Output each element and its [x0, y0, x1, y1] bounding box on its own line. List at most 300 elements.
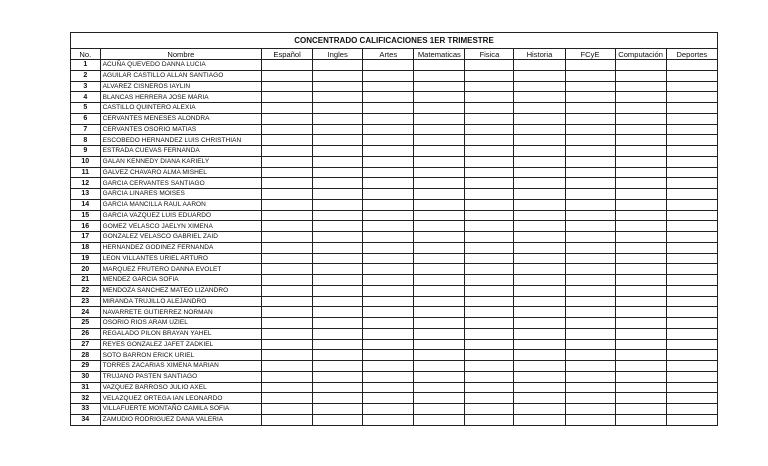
- grade-cell: [615, 178, 666, 189]
- grade-cell: [363, 242, 414, 253]
- grade-cell: [363, 178, 414, 189]
- student-name: ESTRADA CUEVAS FERNANDA: [100, 146, 261, 157]
- grade-cell: [514, 92, 565, 103]
- grade-cell: [363, 113, 414, 124]
- grade-cell: [313, 393, 363, 404]
- grade-cell: [262, 275, 313, 286]
- grade-cell: [414, 232, 465, 243]
- student-number: 10: [71, 156, 101, 167]
- grade-cell: [262, 414, 313, 425]
- grade-cell: [363, 167, 414, 178]
- grade-cell: [465, 167, 514, 178]
- grade-cell: [465, 103, 514, 114]
- student-name: TRUJANO PASTEN SANTIAGO: [100, 371, 261, 382]
- table-row: [71, 156, 718, 167]
- grade-cell: [465, 350, 514, 361]
- grade-cell: [465, 414, 514, 425]
- grade-cell: [363, 81, 414, 92]
- table-row: [71, 70, 718, 81]
- grade-cell: [666, 92, 717, 103]
- grade-cell: [565, 296, 615, 307]
- grade-cell: [313, 199, 363, 210]
- grade-cell: [363, 92, 414, 103]
- grade-cell: [514, 371, 565, 382]
- grade-cell: [514, 210, 565, 221]
- table-row: [71, 371, 718, 382]
- grade-cell: [666, 135, 717, 146]
- grade-cell: [262, 232, 313, 243]
- grade-cell: [514, 339, 565, 350]
- grade-cell: [262, 210, 313, 221]
- column-header-artes: Artes: [363, 49, 414, 60]
- table-row: [71, 81, 718, 92]
- grade-cell: [615, 124, 666, 135]
- grade-cell: [414, 264, 465, 275]
- grade-cell: [363, 70, 414, 81]
- grade-cell: [363, 393, 414, 404]
- grade-cell: [666, 350, 717, 361]
- grade-cell: [465, 210, 514, 221]
- student-number: 24: [71, 307, 101, 318]
- grade-cell: [666, 382, 717, 393]
- grade-cell: [363, 103, 414, 114]
- grade-cell: [666, 103, 717, 114]
- grade-cell: [363, 296, 414, 307]
- grade-cell: [414, 60, 465, 71]
- grade-cell: [262, 393, 313, 404]
- grade-cell: [262, 92, 313, 103]
- grade-cell: [363, 339, 414, 350]
- grade-cell: [414, 285, 465, 296]
- grade-cell: [465, 328, 514, 339]
- student-name: AGUILAR CASTILLO ALLAN SANTIAGO: [100, 70, 261, 81]
- grade-cell: [262, 339, 313, 350]
- grade-cell: [565, 199, 615, 210]
- column-header-name: Nombre: [100, 49, 261, 60]
- grade-cell: [262, 264, 313, 275]
- grade-cell: [565, 350, 615, 361]
- student-name: TORRES ZACARIAS XIMENA MARIAN: [100, 361, 261, 372]
- grade-cell: [313, 221, 363, 232]
- student-name: VAZQUEZ BARROSO JULIO AXEL: [100, 382, 261, 393]
- student-name: CERVANTES OSORIO MATIAS: [100, 124, 261, 135]
- grade-cell: [414, 189, 465, 200]
- grade-cell: [414, 253, 465, 264]
- grade-cell: [514, 350, 565, 361]
- grade-cell: [514, 146, 565, 157]
- student-number: 3: [71, 81, 101, 92]
- grade-cell: [313, 264, 363, 275]
- table-row: [71, 232, 718, 243]
- grade-cell: [262, 167, 313, 178]
- grade-cell: [414, 275, 465, 286]
- grade-cell: [514, 113, 565, 124]
- grade-cell: [262, 285, 313, 296]
- grade-cell: [615, 146, 666, 157]
- grade-cell: [666, 210, 717, 221]
- grade-cell: [313, 382, 363, 393]
- grade-cell: [666, 307, 717, 318]
- student-number: 19: [71, 253, 101, 264]
- grade-cell: [414, 103, 465, 114]
- column-header-no: No.: [71, 49, 101, 60]
- grade-cell: [514, 103, 565, 114]
- grade-cell: [615, 199, 666, 210]
- grade-cell: [465, 135, 514, 146]
- grade-cell: [465, 156, 514, 167]
- grade-cell: [313, 113, 363, 124]
- grade-cell: [615, 307, 666, 318]
- grade-cell: [313, 210, 363, 221]
- grade-cell: [313, 189, 363, 200]
- grade-cell: [465, 81, 514, 92]
- grade-cell: [565, 60, 615, 71]
- grade-cell: [262, 146, 313, 157]
- grade-cell: [615, 135, 666, 146]
- table-row: [71, 264, 718, 275]
- grade-cell: [565, 189, 615, 200]
- student-name: REGALADO PILON BRAYAN YAHEL: [100, 328, 261, 339]
- grade-cell: [363, 60, 414, 71]
- grade-cell: [414, 414, 465, 425]
- grade-cell: [615, 92, 666, 103]
- grade-cell: [313, 296, 363, 307]
- grade-cell: [465, 307, 514, 318]
- student-number: 11: [71, 167, 101, 178]
- student-name: VELAZQUEZ ORTEGA IAN LEONARDO: [100, 393, 261, 404]
- grade-cell: [666, 404, 717, 415]
- student-name: GOMEZ VELASCO JAELYN XIMENA: [100, 221, 261, 232]
- grade-cell: [262, 404, 313, 415]
- grade-cell: [666, 178, 717, 189]
- student-number: 7: [71, 124, 101, 135]
- grade-cell: [615, 232, 666, 243]
- grade-cell: [363, 404, 414, 415]
- grade-cell: [615, 414, 666, 425]
- grade-cell: [666, 371, 717, 382]
- grade-cell: [514, 70, 565, 81]
- grade-cell: [666, 296, 717, 307]
- table-row: [71, 296, 718, 307]
- grade-cell: [666, 414, 717, 425]
- student-number: 6: [71, 113, 101, 124]
- student-number: 1: [71, 60, 101, 71]
- grade-cell: [465, 393, 514, 404]
- grade-cell: [666, 393, 717, 404]
- grade-cell: [615, 221, 666, 232]
- student-number: 34: [71, 414, 101, 425]
- grade-cell: [414, 92, 465, 103]
- grade-cell: [615, 242, 666, 253]
- grade-cell: [565, 210, 615, 221]
- grade-cell: [565, 404, 615, 415]
- column-header-espanol: Español: [262, 49, 313, 60]
- grade-cell: [565, 307, 615, 318]
- grade-cell: [414, 361, 465, 372]
- column-header-fisica: Fisica: [465, 49, 514, 60]
- grade-cell: [465, 189, 514, 200]
- grade-cell: [615, 296, 666, 307]
- grade-cell: [565, 371, 615, 382]
- grade-cell: [514, 296, 565, 307]
- student-number: 15: [71, 210, 101, 221]
- grade-cell: [465, 232, 514, 243]
- grade-cell: [666, 339, 717, 350]
- student-number: 16: [71, 221, 101, 232]
- grade-cell: [313, 404, 363, 415]
- student-name: VILLAFUERTE MONTAÑO CAMILA SOFIA: [100, 404, 261, 415]
- grade-cell: [565, 232, 615, 243]
- grade-cell: [262, 199, 313, 210]
- student-name: SOTO BARRON ERICK URIEL: [100, 350, 261, 361]
- grade-cell: [666, 124, 717, 135]
- grade-cell: [615, 70, 666, 81]
- grade-cell: [414, 113, 465, 124]
- student-number: 4: [71, 92, 101, 103]
- student-number: 12: [71, 178, 101, 189]
- grade-cell: [363, 361, 414, 372]
- table-row: [71, 60, 718, 71]
- grade-cell: [565, 156, 615, 167]
- grade-cell: [465, 296, 514, 307]
- grade-cell: [615, 393, 666, 404]
- grade-cell: [313, 81, 363, 92]
- grade-cell: [615, 339, 666, 350]
- grade-cell: [666, 167, 717, 178]
- table-row: [71, 242, 718, 253]
- grade-cell: [615, 103, 666, 114]
- grade-cell: [313, 60, 363, 71]
- grade-cell: [414, 393, 465, 404]
- grade-cell: [313, 275, 363, 286]
- grade-cell: [465, 361, 514, 372]
- column-header-fcye: FCyE: [565, 49, 615, 60]
- student-number: 23: [71, 296, 101, 307]
- grade-cell: [262, 371, 313, 382]
- student-number: 18: [71, 242, 101, 253]
- grade-cell: [465, 253, 514, 264]
- grade-cell: [514, 328, 565, 339]
- table-row: [71, 189, 718, 200]
- grade-cell: [514, 242, 565, 253]
- grade-cell: [313, 178, 363, 189]
- grade-cell: [565, 92, 615, 103]
- grade-cell: [565, 242, 615, 253]
- grade-cell: [465, 285, 514, 296]
- grade-cell: [565, 167, 615, 178]
- grade-cell: [414, 404, 465, 415]
- student-name: ZAMUDIO RODRIGUEZ DANA VALERIA: [100, 414, 261, 425]
- grade-cell: [414, 81, 465, 92]
- grade-cell: [363, 210, 414, 221]
- grade-cell: [465, 339, 514, 350]
- grade-cell: [262, 189, 313, 200]
- grade-cell: [565, 113, 615, 124]
- grade-cell: [514, 264, 565, 275]
- grade-cell: [565, 70, 615, 81]
- grade-cell: [363, 371, 414, 382]
- grade-cell: [465, 113, 514, 124]
- grade-cell: [465, 199, 514, 210]
- grade-cell: [414, 242, 465, 253]
- grade-cell: [666, 189, 717, 200]
- student-name: MENDEZ GARCIA SOFIA: [100, 275, 261, 286]
- table-row: [71, 124, 718, 135]
- grade-cell: [262, 60, 313, 71]
- student-name: GARCIA MANCILLA RAUL AARON: [100, 199, 261, 210]
- grade-cell: [414, 124, 465, 135]
- student-name: LEON VILLANTES URIEL ARTURO: [100, 253, 261, 264]
- grade-cell: [565, 135, 615, 146]
- student-number: 26: [71, 328, 101, 339]
- table-row: [71, 339, 718, 350]
- grade-cell: [465, 242, 514, 253]
- grade-cell: [666, 199, 717, 210]
- student-name: GALAN KENNEDY DIANA KARIELY: [100, 156, 261, 167]
- student-name: ALVAREZ CISNEROS IAYLIN: [100, 81, 261, 92]
- grade-cell: [262, 350, 313, 361]
- grade-cell: [514, 81, 565, 92]
- grade-cell: [262, 307, 313, 318]
- student-number: 9: [71, 146, 101, 157]
- grade-cell: [313, 103, 363, 114]
- table-row: [71, 318, 718, 329]
- table-row: [71, 221, 718, 232]
- student-name: OSORIO RIOS ARAM UZIEL: [100, 318, 261, 329]
- grade-cell: [262, 156, 313, 167]
- grade-cell: [565, 275, 615, 286]
- student-name: ACUÑA QUEVEDO DANNA LUCIA: [100, 60, 261, 71]
- grade-cell: [465, 404, 514, 415]
- student-number: 28: [71, 350, 101, 361]
- grade-cell: [615, 81, 666, 92]
- column-header-ingles: Ingles: [313, 49, 363, 60]
- grade-cell: [363, 318, 414, 329]
- grade-cell: [465, 124, 514, 135]
- grade-cell: [615, 328, 666, 339]
- grade-cell: [313, 70, 363, 81]
- grade-cell: [666, 275, 717, 286]
- grade-cell: [363, 124, 414, 135]
- grade-cell: [465, 178, 514, 189]
- grade-cell: [313, 361, 363, 372]
- student-name: GALVEZ CHAVARO ALMA MISHEL: [100, 167, 261, 178]
- grade-cell: [514, 307, 565, 318]
- table-row: [71, 393, 718, 404]
- grade-cell: [565, 414, 615, 425]
- grade-cell: [615, 189, 666, 200]
- grade-cell: [414, 382, 465, 393]
- grade-cell: [514, 361, 565, 372]
- grade-cell: [514, 318, 565, 329]
- grade-cell: [262, 296, 313, 307]
- grade-cell: [313, 285, 363, 296]
- grade-cell: [414, 156, 465, 167]
- grade-cell: [615, 350, 666, 361]
- grade-cell: [514, 404, 565, 415]
- grade-cell: [363, 328, 414, 339]
- grade-cell: [414, 199, 465, 210]
- grades-table: [70, 32, 718, 426]
- grade-cell: [615, 156, 666, 167]
- student-number: 14: [71, 199, 101, 210]
- grade-cell: [565, 382, 615, 393]
- table-row: [71, 414, 718, 425]
- grade-cell: [666, 264, 717, 275]
- student-name: CASTILLO QUINTERO ALEXIA: [100, 103, 261, 114]
- grade-cell: [666, 242, 717, 253]
- student-number: 13: [71, 189, 101, 200]
- student-number: 2: [71, 70, 101, 81]
- grade-cell: [363, 232, 414, 243]
- grade-cell: [615, 167, 666, 178]
- grade-cell: [313, 328, 363, 339]
- grade-cell: [414, 70, 465, 81]
- table-row: [71, 113, 718, 124]
- table-row: [71, 167, 718, 178]
- grade-cell: [262, 124, 313, 135]
- student-number: 17: [71, 232, 101, 243]
- grade-cell: [514, 124, 565, 135]
- grade-cell: [565, 221, 615, 232]
- grade-cell: [465, 70, 514, 81]
- student-name: CERVANTES MENESES ALONDRA: [100, 113, 261, 124]
- grade-cell: [666, 328, 717, 339]
- table-row: [71, 404, 718, 415]
- table-row: [71, 210, 718, 221]
- grade-cell: [514, 221, 565, 232]
- table-row: [71, 361, 718, 372]
- table-row: [71, 178, 718, 189]
- grade-cell: [262, 113, 313, 124]
- grade-cell: [565, 318, 615, 329]
- grade-cell: [514, 275, 565, 286]
- grade-cell: [414, 178, 465, 189]
- grade-cell: [414, 167, 465, 178]
- grade-cell: [313, 414, 363, 425]
- grade-cell: [262, 253, 313, 264]
- grade-cell: [262, 318, 313, 329]
- grade-cell: [465, 146, 514, 157]
- table-row: [71, 307, 718, 318]
- grade-cell: [363, 414, 414, 425]
- grade-cell: [262, 328, 313, 339]
- grade-cell: [313, 371, 363, 382]
- grade-cell: [363, 135, 414, 146]
- grade-cell: [313, 92, 363, 103]
- grade-cell: [363, 221, 414, 232]
- grade-cell: [565, 103, 615, 114]
- grade-cell: [615, 210, 666, 221]
- grade-cell: [313, 339, 363, 350]
- student-name: HERNANDEZ GODINEZ FERNANDA: [100, 242, 261, 253]
- table-row: [71, 92, 718, 103]
- grade-cell: [615, 253, 666, 264]
- student-name: MARQUEZ FRUTERO DANNA EVOLET: [100, 264, 261, 275]
- student-name: GARCIA CERVANTES SANTIAGO: [100, 178, 261, 189]
- grade-cell: [465, 318, 514, 329]
- grade-cell: [615, 285, 666, 296]
- grade-cell: [666, 318, 717, 329]
- grade-cell: [565, 339, 615, 350]
- grade-cell: [565, 253, 615, 264]
- student-number: 27: [71, 339, 101, 350]
- grade-cell: [313, 253, 363, 264]
- grade-cell: [262, 242, 313, 253]
- grade-cell: [514, 414, 565, 425]
- grade-cell: [363, 350, 414, 361]
- grade-cell: [565, 178, 615, 189]
